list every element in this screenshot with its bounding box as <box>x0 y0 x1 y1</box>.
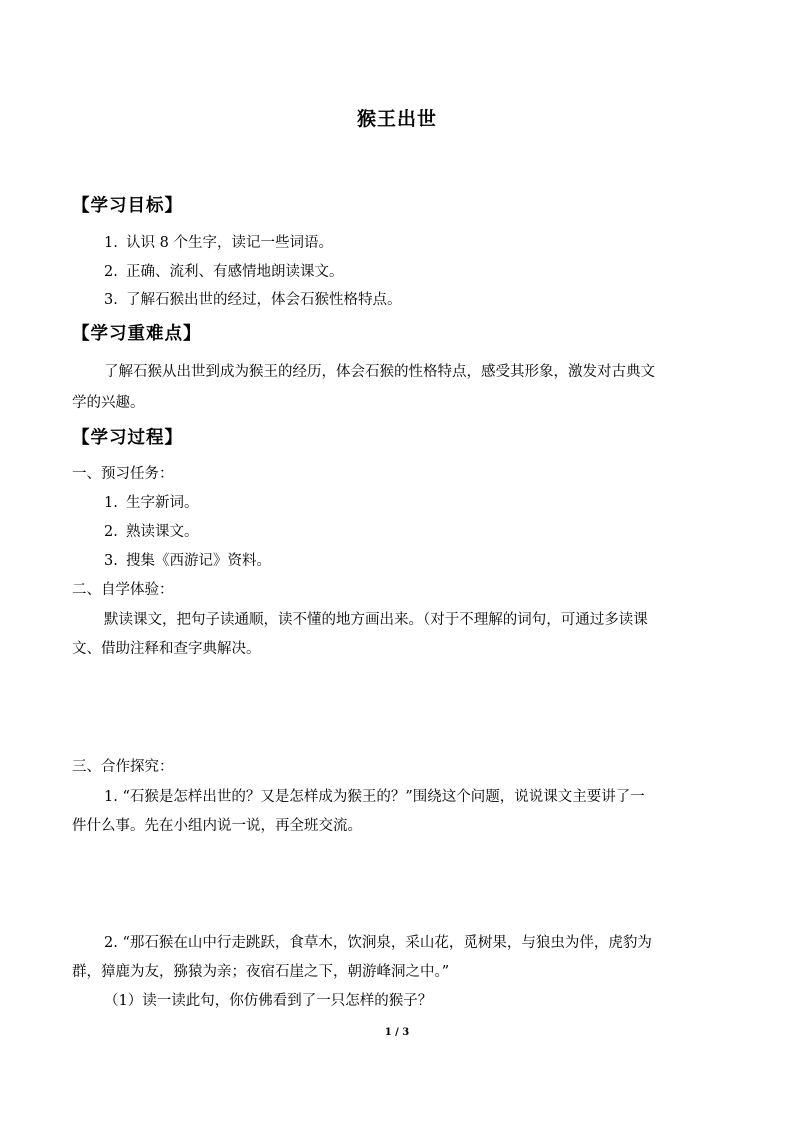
part2-title: 二、自学体验： <box>72 582 174 598</box>
keypoints-paragraph-line-1: 了解石猴从出世到成为猴王的经历，体会石猴的性格特点，感受其形象，激发对古典文 <box>104 364 655 380</box>
page-number: 1 / 3 <box>384 1027 410 1038</box>
part1-item-3 <box>104 551 271 571</box>
question-1-line-1: 1. “石猴是怎样出世的？又是怎样成为猴王的？”围绕这个问题，说说课文主要讲了一 <box>104 789 645 805</box>
part1-item-3-text: 搜集《西游记》资料。 <box>126 553 271 569</box>
keypoints-paragraph-line-2: 学的兴趣。 <box>72 395 145 411</box>
part1-item-1 <box>104 493 199 513</box>
goal-item-2-text: 正确、流利、有感情地朗读课文。 <box>126 264 344 280</box>
part1-item-1-number: 1. <box>104 495 118 511</box>
part3-title: 三、合作探究： <box>72 759 174 775</box>
goal-item-2-number: 2. <box>104 264 118 280</box>
question-1-line-2: 件什么事。先在小组内说一说，再全班交流。 <box>72 818 362 834</box>
goal-item-3-text: 了解石猴出世的经过，体会石猴性格特点。 <box>126 292 402 308</box>
goal-item-1 <box>104 233 333 253</box>
part1-title: 一、预习任务： <box>72 466 174 482</box>
part1-item-1-text: 生字新词。 <box>126 495 199 511</box>
goals-heading: 【学习目标】 <box>72 196 183 216</box>
process-heading: 【学习过程】 <box>72 428 183 448</box>
question-2-subquestion-1: （1）读一读此句，你仿佛看到了一只怎样的猴子？ <box>104 993 433 1009</box>
question-2-line-1: 2. “那石猴在山中行走跳跃，食草木，饮涧泉，采山花，觅树果，与狼虫为伴，虎豹为 <box>104 935 652 951</box>
part1-item-2-number: 2. <box>104 524 118 540</box>
keypoints-heading: 【学习重难点】 <box>72 324 202 344</box>
goal-item-3 <box>104 290 402 310</box>
page-title: 猴王出世 <box>356 108 437 130</box>
part2-paragraph-line-2: 文、借助注释和查字典解决。 <box>72 641 261 657</box>
part2-paragraph-line-1: 默读课文，把句子读通顺，读不懂的地方画出来。（对于不理解的词句，可通过多读课 <box>104 612 648 628</box>
part1-item-2-text: 熟读课文。 <box>126 524 199 540</box>
part1-item-3-number: 3. <box>104 553 118 569</box>
goal-item-1-number: 1. <box>104 235 118 251</box>
goal-item-3-number: 3. <box>104 292 118 308</box>
question-2-line-2: 群，獐鹿为友，猕猿为亲；夜宿石崖之下，朝游峰洞之中。” <box>72 964 450 980</box>
goal-item-2 <box>104 262 344 282</box>
part1-item-2 <box>104 522 199 542</box>
goal-item-1-text: 认识 8 个生字，读记一些词语。 <box>126 235 333 251</box>
